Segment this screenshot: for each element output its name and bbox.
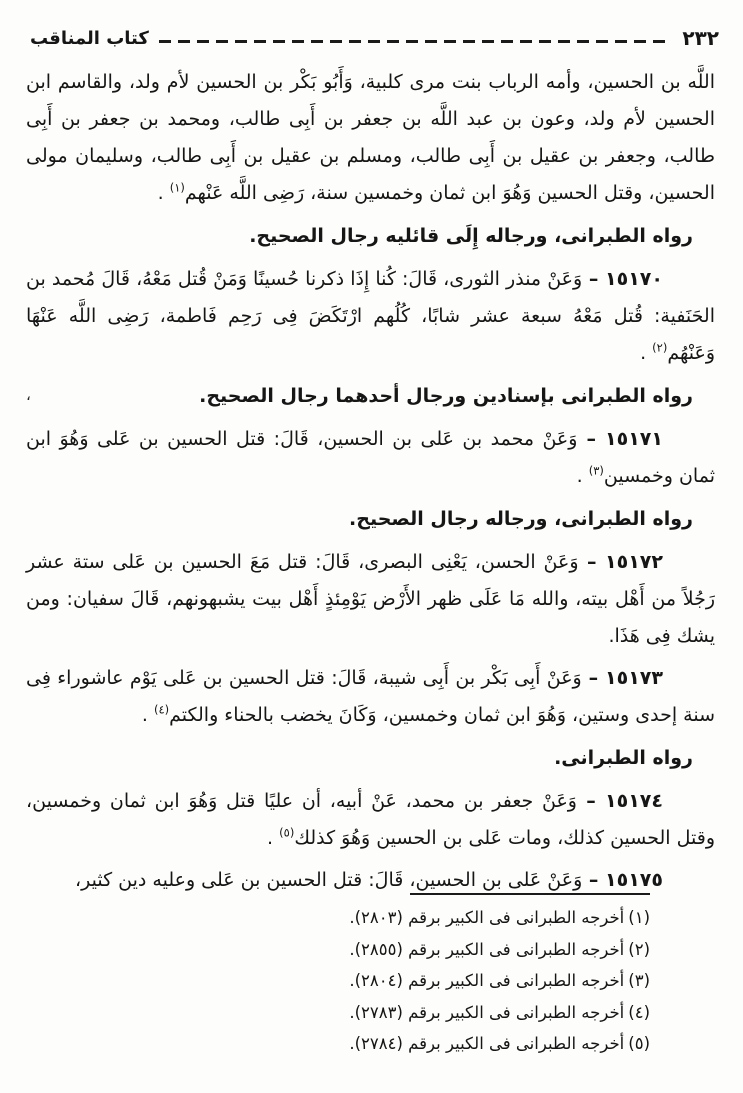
paragraph-text: وَعَنْ أَبِى بَكْر بن أَبِى شيبة، قَالَ: قتل الحسين بن عَلى يَوْم عاشوراء فِى سنة إحدى وستين، وَهُوَ ابن ثمان وخمسين، وَكَانَ يخضب بالحناء والكتم bbox=[26, 667, 715, 726]
paragraph-text: وَعَنْ عَلى بن الحسين، قَالَ: قتل الحسين بن عَلى وعليه دين كثير، bbox=[75, 869, 583, 891]
footnote-marker: (١) bbox=[169, 180, 185, 195]
footnote-marker: (٢) bbox=[652, 340, 668, 355]
paragraph-text: اللَّه بن الحسين، وأمه الرباب بنت مرى كلبية، وَأَبُو بَكْر بن الحسين لأم ولد، والقاسم ابن الحسين لأم ولد، وعون بن عبد اللَّه بن جعفر بن أَبِى طالب، ومحمد بن جعفر بن أَبِى طالب، وجعفر بن عقيل بن أَبِى طالب، ومسلم بن عقيل بن أَبِى طالب، وسليمان مولى الحسين، وقتل الحسين وَهُوَ ابن ثمان وخمسين سنة، رَضِى اللَّه عَنْهم bbox=[26, 71, 715, 204]
paragraph-text: رواه الطبرانى بإسنادين ورجال أحدهما رجال الصحيح. bbox=[199, 385, 693, 407]
footnote-text: أخرجه الطبرانى فى الكبير برقم (٢٧٨٤). bbox=[349, 1034, 625, 1053]
footnote-item bbox=[349, 965, 650, 997]
sentence-end: . bbox=[141, 704, 154, 726]
hadith-dash: – bbox=[578, 551, 606, 573]
hadith-number: ١٥١٧٥ bbox=[605, 869, 663, 891]
hadith-number: ١٥١٧٣ bbox=[605, 667, 663, 689]
paragraph-text: وَعَنْ منذر الثورى، قَالَ: كُنا إِذَا ذكرنا حُسينًا وَمَنْ قُتل مَعْهُ، قَالَ مُحمد بن الحَنَفية: قُتل مَعْهُ سبعة عشر شابًا، كُلُهم ارْتَكَضَ فِى رَحِم فَاطمة، رَضِى اللَّه عَنْهَا وَعَنْهُم bbox=[26, 268, 715, 364]
hadith-dash: – bbox=[581, 667, 606, 689]
footnotes-block bbox=[349, 893, 650, 1060]
hadith-paragraph bbox=[26, 421, 715, 495]
paragraph-text: وَعَنْ الحسن، يَعْنِى البصرى، قَالَ: قتل مَعَ الحسين بن عَلى ستة عشر رَجُلاً من أَهْل بيته، والله مَا عَلَى ظهر الأَرْض يَوْمِئذٍ أَهْل بيت يشبهونهم، قَالَ سفيان: ومن يشك فِى هَذَا. bbox=[26, 551, 715, 647]
footnote-text: أخرجه الطبرانى فى الكبير برقم (٢٨٠٤). bbox=[349, 971, 625, 990]
paragraph-text: رواه الطبرانى، ورجاله رجال الصحيح. bbox=[349, 508, 693, 530]
sentence-end: . bbox=[640, 342, 653, 364]
page-body bbox=[26, 64, 715, 893]
narrator-grading-line bbox=[26, 740, 715, 777]
sentence-end: . bbox=[157, 182, 170, 204]
hadith-dash: – bbox=[582, 268, 606, 290]
footnote-item bbox=[349, 934, 650, 966]
hadith-number: ١٥١٧١ bbox=[605, 428, 663, 450]
footnote-item bbox=[349, 1028, 650, 1060]
hadith-paragraph bbox=[26, 544, 715, 655]
sentence-end: . bbox=[267, 827, 280, 849]
book-title: كتاب المناقب bbox=[30, 27, 149, 49]
page-header bbox=[30, 26, 719, 50]
footnote-number: (٤) bbox=[628, 1002, 650, 1022]
footnote-item bbox=[349, 902, 650, 934]
scan-artifact-mark: ، bbox=[26, 386, 31, 404]
continuation-paragraph bbox=[26, 64, 715, 212]
paragraph-text: رواه الطبرانى، ورجاله إِلَى قائليه رجال الصحيح. bbox=[249, 225, 693, 247]
footnote-marker: (٥) bbox=[279, 825, 295, 840]
hadith-dash: – bbox=[577, 428, 606, 450]
footnote-item bbox=[349, 997, 650, 1029]
narrator-grading-line bbox=[26, 501, 715, 538]
footnote-separator bbox=[410, 893, 650, 895]
hadith-paragraph bbox=[26, 783, 715, 857]
footnote-marker: (٣) bbox=[588, 463, 604, 478]
footnote-number: (٣) bbox=[628, 971, 650, 990]
hadith-dash: – bbox=[582, 869, 606, 891]
page-number: ٢٣٢ bbox=[682, 26, 719, 50]
hadith-number: ١٥١٧٢ bbox=[605, 551, 663, 573]
footnote-number: (٥) bbox=[628, 1034, 650, 1053]
footnote-text: أخرجه الطبرانى فى الكبير برقم (٢٨٠٣). bbox=[349, 908, 625, 927]
hadith-dash: – bbox=[576, 790, 606, 812]
header-dashed-rule bbox=[159, 40, 673, 43]
footnote-text: أخرجه الطبرانى فى الكبير برقم (٢٨٥٥). bbox=[349, 939, 625, 959]
footnote-marker: (٤) bbox=[153, 702, 170, 717]
paragraph-text: وَعَنْ جعفر بن محمد، عَنْ أبيه، أن عليًا قتل وَهُوَ ابن ثمان وخمسين، وقتل الحسين كذلك، ومات عَلى بن الحسين وَهُوَ كذلك bbox=[26, 790, 715, 849]
footnote-number: (١) bbox=[628, 908, 650, 927]
hadith-number: ١٥١٧٤ bbox=[605, 790, 663, 812]
footnote-list bbox=[349, 902, 650, 1060]
paragraph-text: وَعَنْ محمد بن عَلى بن الحسين، قَالَ: قتل الحسين بن عَلى وَهُوَ ابن ثمان وخمسين bbox=[26, 428, 715, 487]
hadith-paragraph bbox=[26, 660, 715, 734]
narrator-grading-line bbox=[26, 378, 715, 415]
hadith-number: ١٥١٧٠ bbox=[605, 268, 663, 290]
paragraph-text: رواه الطبرانى. bbox=[554, 747, 693, 769]
hadith-paragraph bbox=[26, 261, 715, 372]
sentence-end: . bbox=[576, 465, 589, 487]
footnote-number: (٢) bbox=[628, 939, 650, 959]
footnote-text: أخرجه الطبرانى فى الكبير برقم (٢٧٨٣). bbox=[349, 1002, 625, 1022]
narrator-grading-line bbox=[26, 218, 715, 255]
